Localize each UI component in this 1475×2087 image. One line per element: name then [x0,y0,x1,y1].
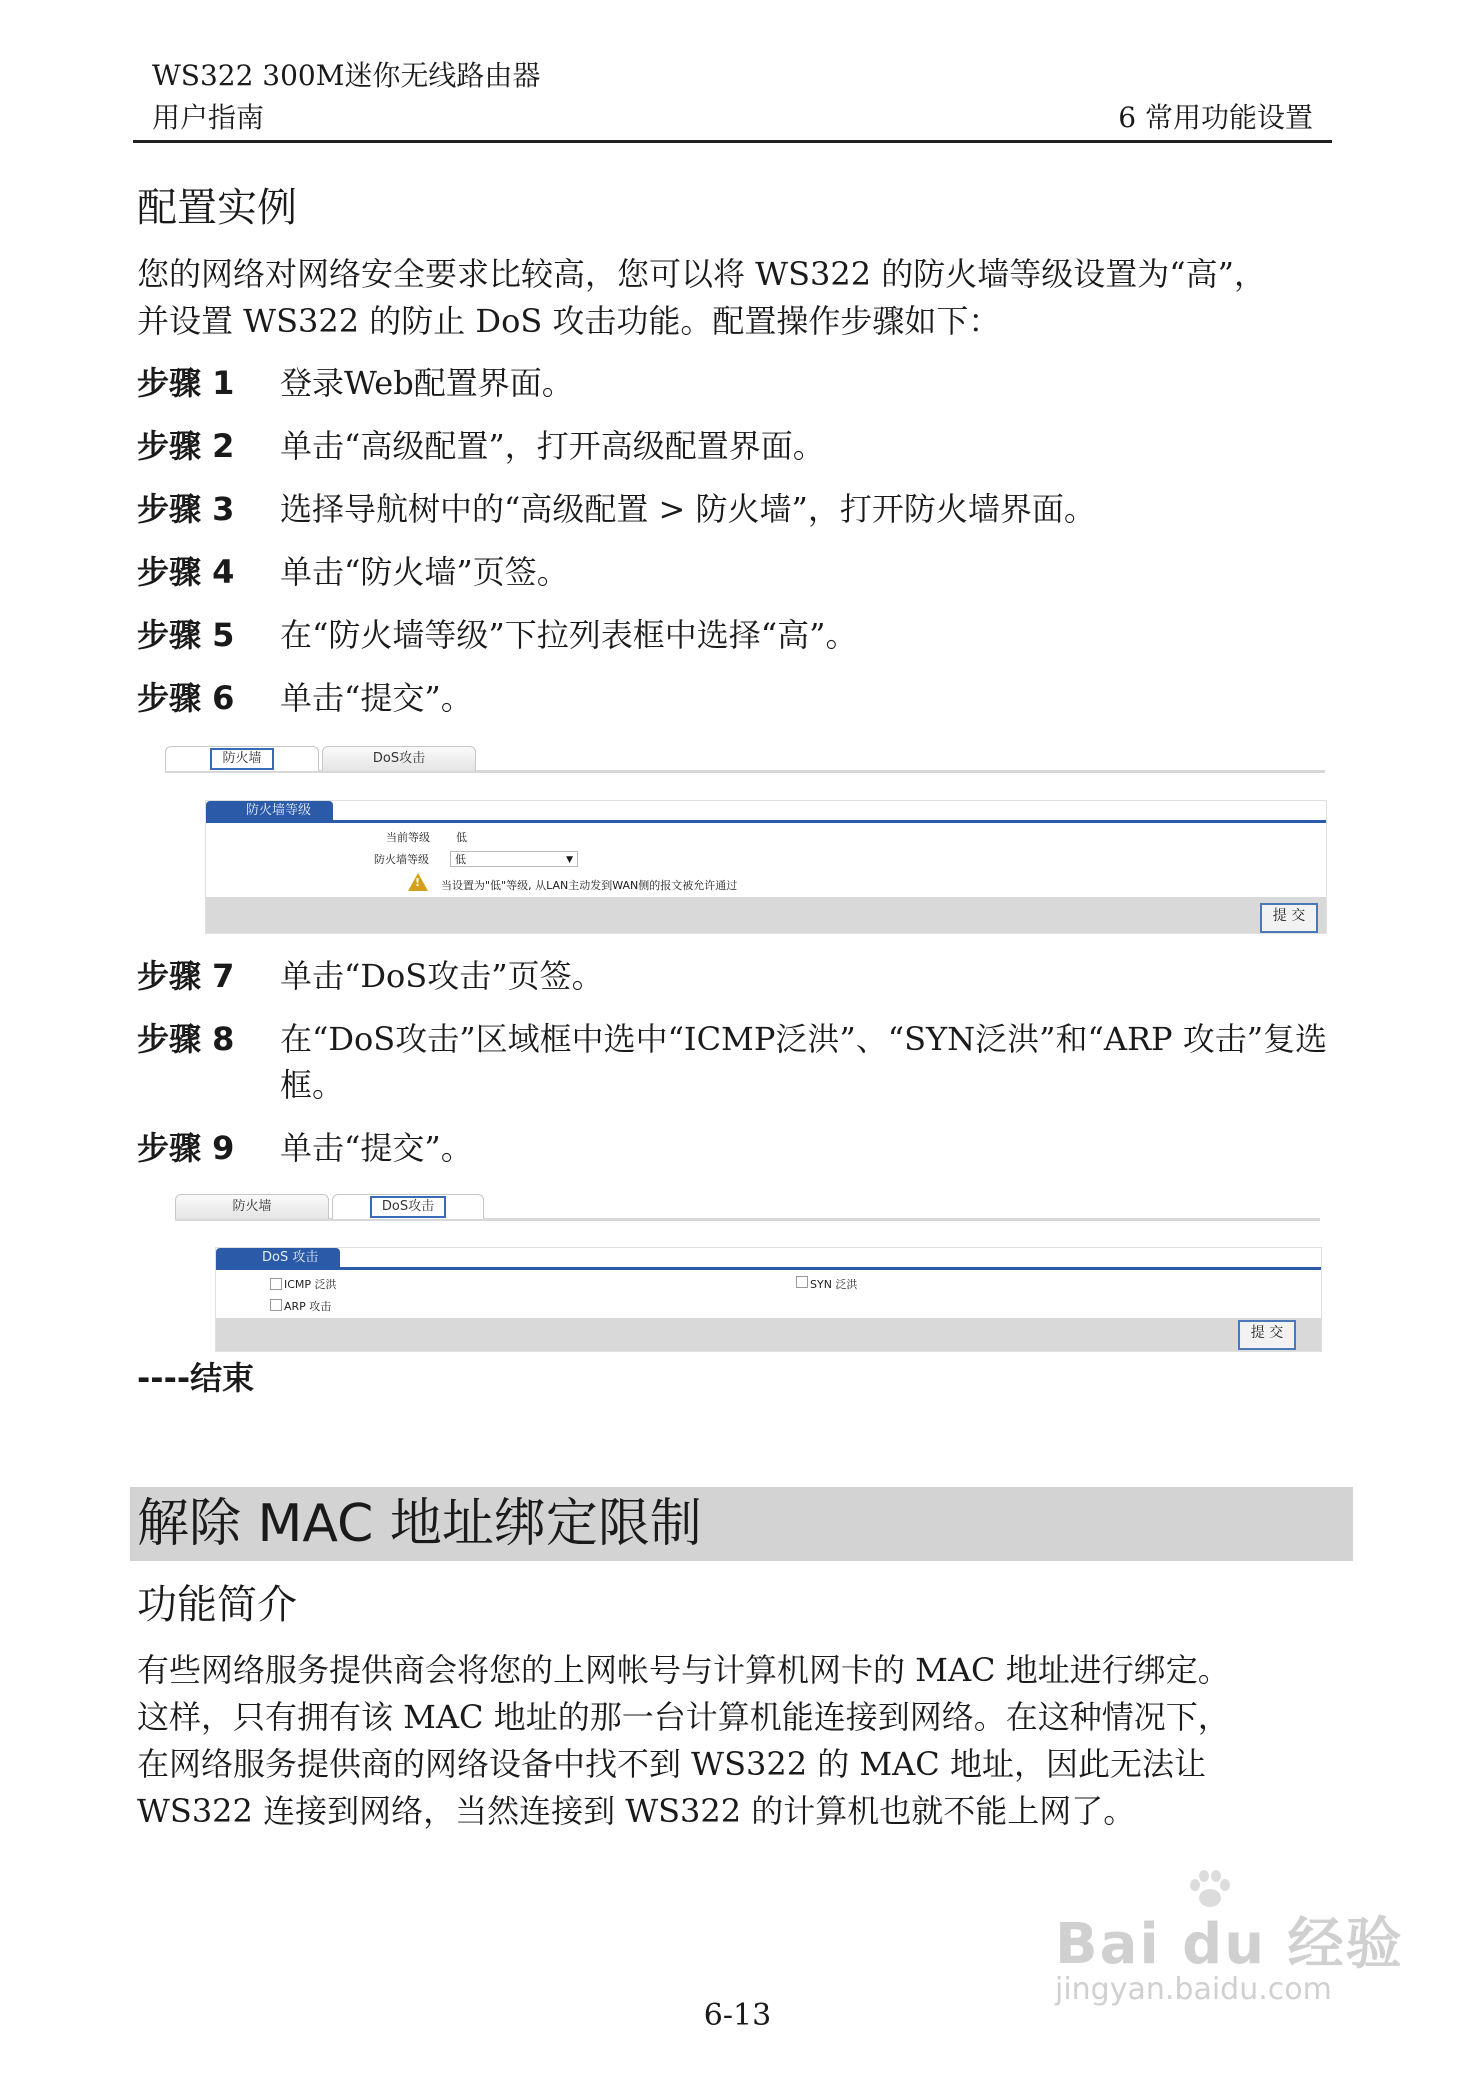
syn-checkbox[interactable] [796,1276,808,1288]
step-9: 步骤 9 单击“提交”。 [137,1129,473,1167]
tab-firewall[interactable]: 防火墙 [165,746,319,771]
page-number: 6-13 [703,1998,772,2033]
firewall-screenshot [165,742,1325,932]
step-3: 步骤 3 选择导航树中的“高级配置 > 防火墙”，打开防火墙界面。 [137,490,1096,528]
warning-text: 当设置为"低"等级, 从LAN主动发到WAN侧的报文被允许通过 [441,879,738,892]
chevron-down-icon: ▼ [566,855,573,865]
dos-panel [215,1247,1322,1352]
submit-button[interactable]: 提 交 [1260,903,1318,933]
end-marker: ----结束 [137,1359,255,1397]
step-8: 步骤 8 在“DoS攻击”区域框中选中“ICMP泛洪”、“SYN泛洪”和“ARP 攻击”复选框。 [137,1020,1328,1104]
warning-icon: ! [408,873,428,891]
firewall-tabs [165,742,1325,773]
header-guide: 用户指南 [152,101,265,134]
intro-line-2: 并设置 WS322 的防止 DoS 攻击功能。配置操作步骤如下： [137,302,1001,340]
firewall-level-panel [205,800,1327,934]
dos-screenshot [175,1190,1320,1350]
step-1: 步骤 1 登录Web配置界面。 [137,364,574,402]
level-label: 防火墙等级 [374,853,429,866]
current-level-value: 低 [456,831,467,844]
section-title: 解除 MAC 地址绑定限制 [137,1494,702,1554]
icmp-checkbox[interactable] [270,1278,282,1290]
syn-label: SYN 泛洪 [810,1278,858,1291]
intro-line-1: 您的网络对网络安全要求比较高，您可以将 WS322 的防火墙等级设置为“高”， [137,255,1266,293]
tab-dos[interactable]: DoS攻击 [322,746,476,771]
tab-dos[interactable]: DoS攻击 [332,1194,484,1219]
section-line-4: WS322 连接到网络，当然连接到 WS322 的计算机也就不能上网了。 [137,1792,1136,1830]
header-product: WS322 300M迷你无线路由器 [152,59,541,92]
section-line-1: 有些网络服务提供商会将您的上网帐号与计算机网卡的 MAC 地址进行绑定。 [137,1651,1230,1689]
step-6: 步骤 6 单击“提交”。 [137,679,473,717]
arp-label: ARP 攻击 [284,1300,332,1313]
arp-checkbox[interactable] [270,1299,282,1311]
firewall-level-select[interactable]: 低 ▼ [450,851,578,867]
paw-logo-icon [1185,1868,1235,1910]
watermark-brand: Bai du 经验 [1055,1912,1404,1977]
panel-title: 防火墙等级 [206,801,333,821]
current-level-label: 当前等级 [386,831,430,844]
dos-tabs [175,1190,1320,1221]
header-rule [133,140,1332,143]
section-subheading: 功能简介 [137,1582,297,1628]
submit-button[interactable]: 提 交 [1238,1320,1296,1350]
step-2: 步骤 2 单击“高级配置”，打开高级配置界面。 [137,427,825,465]
example-heading: 配置实例 [137,185,297,231]
step-4: 步骤 4 单击“防火墙”页签。 [137,553,569,591]
step-7: 步骤 7 单击“DoS攻击”页签。 [137,957,604,995]
header-chapter: 6 常用功能设置 [1118,101,1313,134]
step-5: 步骤 5 在“防火墙等级”下拉列表框中选择“高”。 [137,616,858,654]
tab-firewall[interactable]: 防火墙 [175,1194,329,1219]
watermark-url: jingyan.baidu.com [1055,1972,1332,2007]
section-line-3: 在网络服务提供商的网络设备中找不到 WS322 的 MAC 地址，因此无法让 [137,1745,1206,1783]
panel-title: DoS 攻击 [216,1248,340,1268]
section-line-2: 这样，只有拥有该 MAC 地址的那一台计算机能连接到网络。在这种情况下， [137,1698,1230,1736]
icmp-label: ICMP 泛洪 [284,1278,337,1291]
